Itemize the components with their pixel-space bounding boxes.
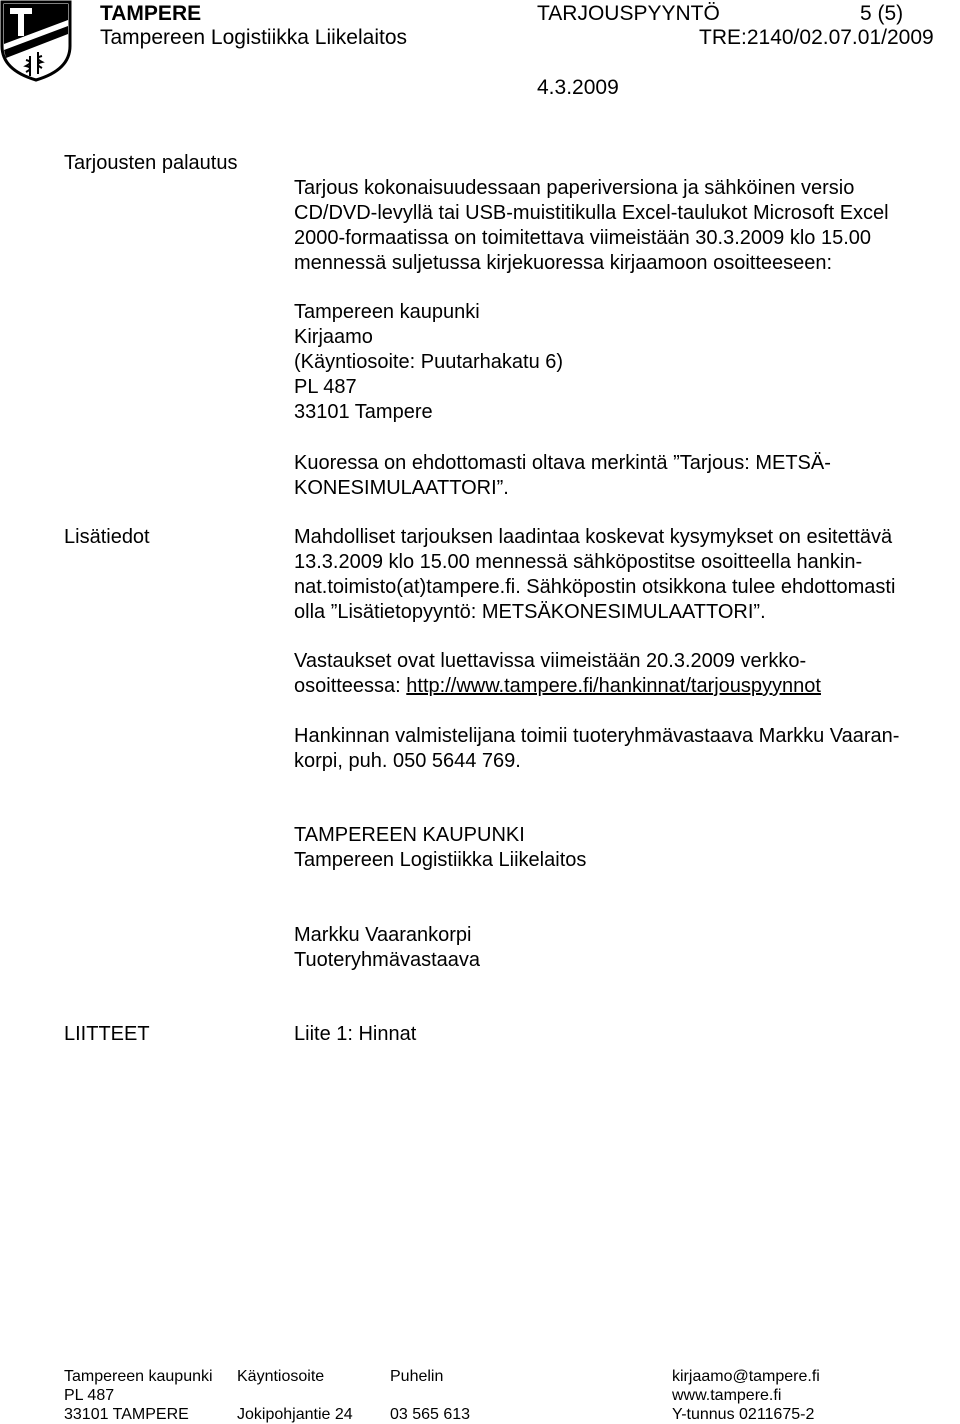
footer-business-id: Y-tunnus 0211675-2 xyxy=(672,1406,815,1423)
text-line: korpi, puh. 050 5644 769. xyxy=(294,750,521,772)
text-line: olla ”Lisätietopyyntö: METSÄKONESIMULAATTORI”. xyxy=(294,601,766,623)
text-line: Vastaukset ovat luettavissa viimeistään 20.3.2009 verkko- xyxy=(294,650,807,672)
footer-col-phone xyxy=(390,1367,470,1424)
procurement-url-link[interactable]: http://www.tampere.fi/hankinnat/tarjouspyynnot xyxy=(406,675,821,697)
header-department: Tampereen Logistiikka Liikelaitos xyxy=(100,26,407,49)
attachment-line: Liite 1: Hinnat xyxy=(294,1023,417,1045)
answers-paragraph xyxy=(294,649,954,699)
section-label-lisatiedot: Lisätiedot xyxy=(64,526,150,548)
text-fragment: osoitteessa: xyxy=(294,675,407,697)
text-line: Mahdolliset tarjouksen laadintaa koskevat kysymykset on esitettävä xyxy=(294,526,893,548)
submission-paragraph xyxy=(294,176,954,276)
footer-line: 33101 TAMPERE xyxy=(64,1406,189,1423)
header-reference: TRE:2140/02.07.01/2009 xyxy=(699,26,934,49)
signature-person xyxy=(294,923,954,973)
footer-line: PL 487 xyxy=(64,1387,115,1404)
address-line: 33101 Tampere xyxy=(294,401,433,423)
signature-title: Tuoteryhmävastaava xyxy=(294,949,481,971)
footer-website: www.tampere.fi xyxy=(672,1387,782,1404)
signature-org-unit: Tampereen Logistiikka Liikelaitos xyxy=(294,849,587,871)
section-label-liitteet: LIITTEET xyxy=(64,1023,150,1045)
footer-line: 03 565 613 xyxy=(390,1406,471,1423)
signature-organisation xyxy=(294,823,954,873)
footer-line: Jokipohjantie 24 xyxy=(237,1406,353,1423)
text-line: KONESIMULAATTORI”. xyxy=(294,477,509,499)
address-line: Tampereen kaupunki xyxy=(294,301,480,323)
footer-col-visiting-address xyxy=(237,1367,353,1424)
header-org-name: TAMPERE xyxy=(100,2,202,25)
header-doc-type: TARJOUSPYYNTÖ xyxy=(537,2,720,25)
text-line: Kuoressa on ehdottomasti oltava merkintä ”Tarjous: METSÄ- xyxy=(294,452,831,474)
text-line: CD/DVD-levyllä tai USB-muistitikulla Excel-taulukot Microsoft Excel xyxy=(294,202,889,224)
address-line: (Käyntiosoite: Puutarhakatu 6) xyxy=(294,351,564,373)
footer-line xyxy=(390,1386,470,1405)
address-line: PL 487 xyxy=(294,376,357,398)
text-line: nat.toimisto(at)tampere.fi. Sähköpostin otsikkona tulee ehdottomasti xyxy=(294,576,896,598)
footer-line: Käyntiosoite xyxy=(237,1368,325,1385)
delivery-address xyxy=(294,300,954,425)
text-line: Hankinnan valmistelijana toimii tuoteryhmävastaava Markku Vaaran- xyxy=(294,725,900,747)
footer-line: Puhelin xyxy=(390,1368,444,1385)
footer-line: Tampereen kaupunki xyxy=(64,1368,213,1385)
signature-org-upper: TAMPEREEN KAUPUNKI xyxy=(294,824,525,846)
text-line: 2000-formaatissa on toimitettava viimeistään 30.3.2009 klo 15.00 xyxy=(294,227,872,249)
footer-col-contact xyxy=(672,1367,820,1424)
text-line: 13.3.2009 klo 15.00 mennessä sähköpostitse osoitteella hankin- xyxy=(294,551,863,573)
tampere-coat-of-arms-icon xyxy=(0,0,72,82)
header-date: 4.3.2009 xyxy=(537,76,619,99)
text-line: mennessä suljetussa kirjekuoressa kirjaamoon osoitteeseen: xyxy=(294,252,833,274)
header-page-number: 5 (5) xyxy=(860,2,904,25)
questions-paragraph xyxy=(294,525,954,625)
contact-paragraph xyxy=(294,724,954,774)
signature-name: Markku Vaarankorpi xyxy=(294,924,472,946)
attachment-item xyxy=(294,1022,954,1047)
footer-col-organisation xyxy=(64,1367,213,1424)
footer-line xyxy=(237,1386,353,1405)
footer-email: kirjaamo@tampere.fi xyxy=(672,1368,820,1385)
envelope-marking-paragraph xyxy=(294,451,954,501)
text-line xyxy=(294,674,954,699)
text-line: Tarjous kokonaisuudessaan paperiversiona ja sähköinen versio xyxy=(294,177,855,199)
section-label-tarjousten-palautus: Tarjousten palautus xyxy=(64,152,238,174)
address-line: Kirjaamo xyxy=(294,326,373,348)
